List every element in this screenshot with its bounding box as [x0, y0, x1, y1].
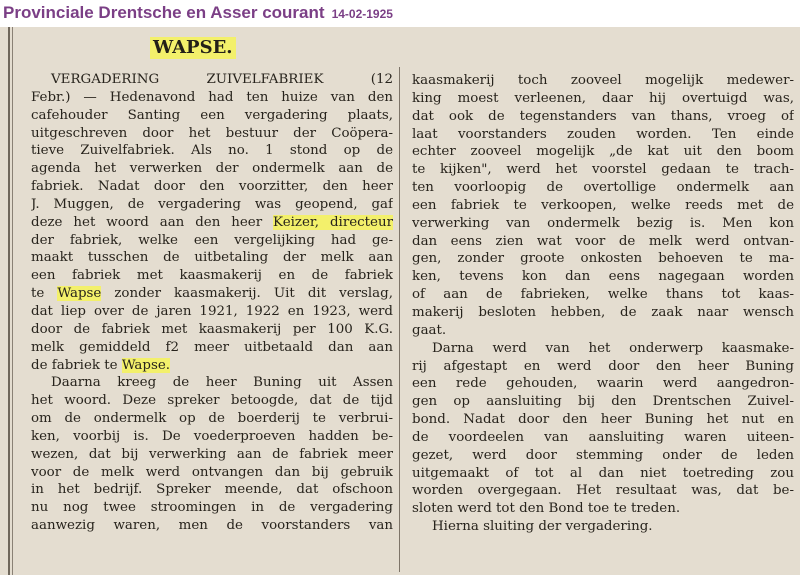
text-line: dat ook de tegenstanders van thans, vroeg of — [412, 108, 794, 124]
text-line: voor de melk werd ontvangen dan bij gebruik — [31, 464, 393, 480]
text-segment: de fabriek te — [31, 357, 122, 373]
newspaper-title: Provinciale Drentsche en Asser courant — [3, 3, 325, 22]
text-line: een fabriek met kaasmakerij en de fabriek — [31, 268, 393, 284]
text-line: fabriek. Nadat door den voorzitter, den heer — [31, 179, 393, 195]
text-line — [31, 285, 393, 303]
text-line: gen, zonder groote onkosten behoeven te ma- — [412, 251, 794, 267]
text-line: dat liep over de jaren 1921, 1922 en 1923, werd — [31, 303, 393, 319]
article-column-right — [412, 72, 794, 536]
text-line: wezen, dat bij verwerking aan de fabriek meer — [31, 446, 393, 462]
text-line: kaasmakerij toch zooveel mogelijk medewer- — [412, 73, 794, 88]
text-line: uitgeschreven door het bestuur der Coöpera- — [31, 125, 393, 141]
text-line — [31, 214, 393, 232]
highlighted-term: Wapse — [57, 286, 102, 302]
column-border-inner — [12, 27, 13, 575]
column-divider — [399, 67, 400, 572]
text-line: echter zooveel mogelijk „de kat uit den boom — [412, 144, 794, 160]
text-line: bond. Nadat door den heer Buning het nut en — [412, 412, 794, 428]
text-line: Darna werd van het onderwerp kaasmake- — [432, 340, 794, 356]
text-line: ken, tevens kon dan eens nagegaan worden — [412, 269, 794, 285]
text-line: rij afgestapt en werd door den heer Buning — [412, 358, 794, 374]
text-line: Febr.) — Hedenavond had ten huize van den — [31, 89, 393, 105]
text-line: sloten werd tot den Bond toe te treden. — [412, 501, 681, 517]
text-line: J. Muggen, de vergadering was geopend, gaf — [31, 196, 393, 212]
text-line: makerij besloten hebben, de zaak naar wensch — [412, 304, 794, 320]
text-line: om de ondermelk op de boerderij te verbrui- — [31, 411, 393, 427]
text-line: maakt tusschen de uitbetaling der melk aan — [31, 250, 393, 266]
text-line: uitgemaakt of tot al dan niet toetreding zou — [412, 465, 794, 481]
article-heading: WAPSE. — [150, 37, 236, 59]
text-line: in het bedrijf. Spreker meende, dat ofschoon — [31, 482, 393, 498]
highlighted-term: Keizer, directeur — [273, 214, 393, 230]
text-line: gezet, werd door stemming onder de leden — [412, 447, 794, 463]
text-line: een fabriek te verkoopen, welke reeds met de — [412, 197, 794, 213]
text-line: der fabriek, welke een vergelijking had ge- — [31, 232, 393, 248]
text-segment: te — [31, 286, 58, 302]
text-segment: deze het woord aan den heer — [31, 214, 274, 230]
text-line: ten voorloopig de overtollige ondermelk aan — [412, 180, 794, 196]
text-line: aanwezig waren, men de voorstanders van — [31, 518, 393, 534]
article-column-left — [31, 71, 393, 535]
text-line: laat voorstanders zouden worden. Ten einde — [412, 126, 794, 142]
text-line: worden overgegaan. Het resultaat was, dat be- — [412, 483, 794, 499]
text-line — [31, 357, 393, 375]
text-segment: zonder kaasmakerij. Uit dit verslag, — [101, 286, 393, 302]
text-line: de voordeelen van aansluiting waren uiteen- — [412, 429, 794, 445]
text-line: king moest verleenen, daar hij overtuigd was, — [412, 90, 794, 106]
text-line: nu nog twee stroomingen in de vergadering — [31, 500, 393, 516]
text-line: agenda het verwerken der ondermelk aan de — [31, 161, 393, 177]
text-line: melk gemiddeld f2 meer uitbetaald dan aan — [31, 339, 393, 355]
text-line: Hierna sluiting der vergadering. — [432, 519, 653, 535]
text-line: verwerking van ondermelk bezig is. Men kon — [412, 215, 794, 231]
text-line: Daarna kreeg de heer Buning uit Assen — [51, 375, 393, 391]
text-line: het woord. Deze spreker betoogde, dat de tijd — [31, 393, 393, 409]
text-line: gaat. — [412, 322, 447, 338]
text-line: te kijken", werd het voorstel gedaan te trach- — [412, 162, 794, 178]
text-line: of aan de fabrieken, welke thans tot kaas- — [412, 287, 794, 303]
page-header — [0, 0, 800, 26]
text-line: gen op aansluiting bij den Drentschen Zuivel- — [412, 394, 794, 410]
text-line: tieve Zuivelfabriek. Als no. 1 stond op de — [31, 143, 393, 159]
text-line: door de fabriek met kaasmakerij per 100 K.G. — [31, 321, 393, 337]
text-line: ken, voorbij is. De voederproeven hadden be- — [31, 428, 393, 444]
publication-date: 14-02-1925 — [331, 7, 393, 21]
newspaper-clipping — [0, 27, 800, 575]
text-line: een rede gehouden, waarin werd aangedron- — [412, 376, 794, 392]
text-line: dan eens zien wat voor de melk werd ontvan- — [412, 233, 794, 249]
highlighted-term: Wapse. — [121, 357, 171, 373]
column-border — [8, 27, 10, 575]
text-line: cafehouder Santing een vergadering plaats, — [31, 107, 393, 123]
text-line: VERGADERING ZUIVELFABRIEK (12 — [51, 72, 393, 87]
